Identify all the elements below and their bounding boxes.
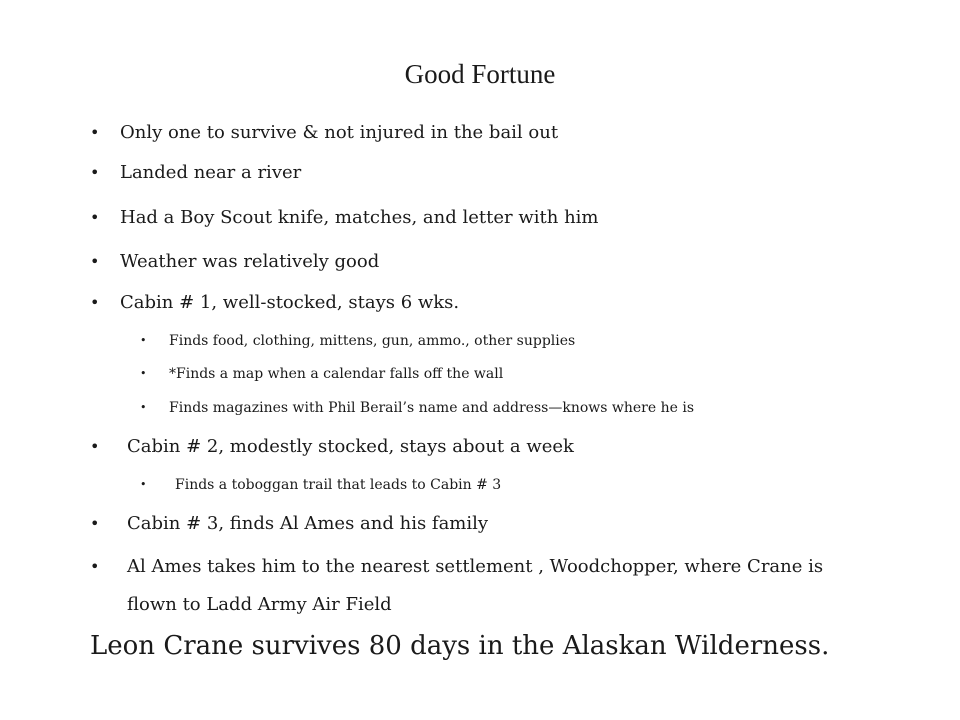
bullet-marker: •: [90, 123, 100, 142]
bullet-text: Cabin # 1, well-stocked, stays 6 wks.: [120, 292, 460, 313]
bullet-marker: •: [140, 367, 147, 380]
conclusion-text: Leon Crane survives 80 days in the Alaskan Wilderness.: [90, 631, 830, 661]
bullet-marker: •: [90, 293, 100, 312]
bullet-text: Weather was relatively good: [120, 251, 380, 272]
bullet-marker: •: [140, 334, 147, 347]
bullet-marker: •: [90, 437, 100, 456]
bullet-text: Finds magazines with Phil Berail’s name and address—knows where he is: [169, 400, 695, 416]
bullet-text: Finds a toboggan trail that leads to Cabin # 3: [175, 477, 502, 493]
bullet-marker: •: [90, 557, 100, 576]
bullet-marker: •: [90, 163, 100, 182]
bullet-text: Al Ames takes him to the nearest settlement , Woodchopper, where Crane is: [127, 556, 824, 577]
bullet-marker: •: [140, 478, 147, 491]
bullet-text: flown to Ladd Army Air Field: [127, 594, 392, 615]
bullet-marker: •: [90, 252, 100, 271]
bullet-text: Had a Boy Scout knife, matches, and letter with him: [120, 207, 599, 228]
bullet-text: Cabin # 2, modestly stocked, stays about a week: [127, 436, 574, 457]
bullet-text: Only one to survive & not injured in the bail out: [120, 122, 559, 143]
bullet-text: Landed near a river: [120, 162, 302, 183]
bullet-marker: •: [90, 514, 100, 533]
bullet-text: *Finds a map when a calendar falls off the wall: [169, 366, 504, 382]
bullet-marker: •: [140, 401, 147, 414]
bullet-text: Cabin # 3, finds Al Ames and his family: [127, 513, 489, 534]
slide-title: Good Fortune: [404, 59, 556, 89]
bullet-text: Finds food, clothing, mittens, gun, ammo., other supplies: [169, 333, 576, 349]
bullet-marker: •: [90, 208, 100, 227]
